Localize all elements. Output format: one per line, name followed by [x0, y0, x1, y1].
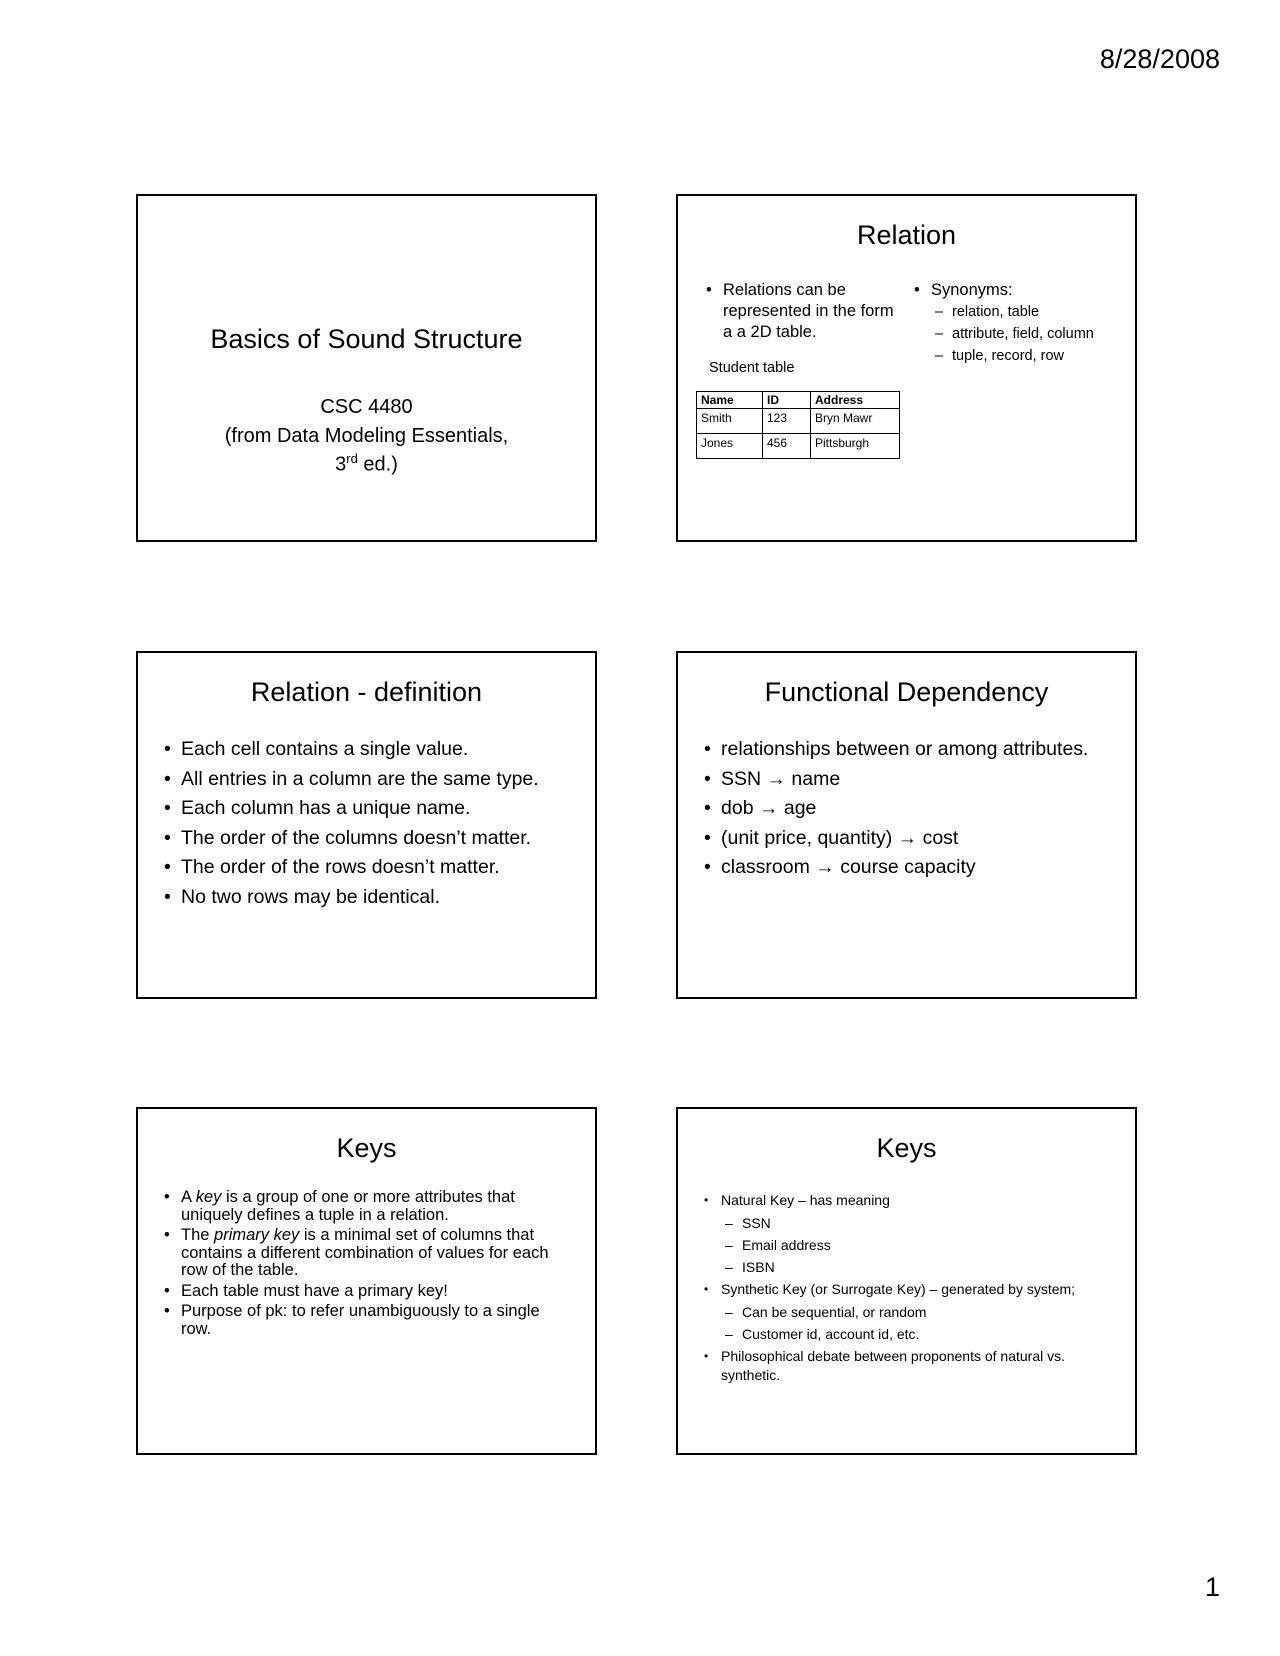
slide-title: Keys — [336, 1133, 397, 1163]
bullet-text: Each cell contains a single value. — [181, 738, 469, 760]
bullet-text: No two rows may be identical. — [181, 885, 441, 908]
edition-suffix: rd — [346, 451, 358, 466]
bullet-icon: • — [164, 856, 171, 878]
example-text: Customer id, account id, etc. — [742, 1326, 920, 1342]
bullet-text: Relations can be represented in the form a a 2D table. — [723, 281, 894, 341]
list-item — [164, 883, 585, 913]
slide-relation-definition — [136, 651, 597, 999]
bullet-text: All entries in a column are the same type. — [181, 767, 539, 790]
synonym-text: attribute, field, column — [952, 326, 1094, 342]
bullet-text: Philosophical debate between proponents of natural vs. synthetic. — [721, 1348, 1066, 1383]
list-item — [164, 824, 585, 854]
bullet-text: dob → age — [721, 797, 817, 819]
dash-icon: – — [725, 1215, 733, 1231]
synonyms-block — [914, 280, 1129, 367]
column-header: Name — [697, 392, 763, 409]
list-item — [935, 301, 1129, 323]
list-item — [164, 735, 585, 765]
bullet-text: The — [181, 1226, 215, 1244]
table-row — [697, 409, 900, 434]
list-item — [164, 1303, 573, 1338]
list-item — [704, 735, 1125, 765]
table-cell: Bryn Mawr — [811, 409, 900, 434]
list-item — [935, 345, 1129, 367]
table-cell: Pittsburgh — [811, 434, 900, 459]
synonym-text: tuple, record, row — [952, 348, 1065, 364]
bullet-icon: • — [704, 826, 711, 849]
course-code: CSC 4480 — [320, 396, 413, 418]
dash-icon: – — [725, 1237, 733, 1253]
example-text: Email address — [742, 1237, 831, 1253]
synonym-list — [935, 301, 1129, 367]
bullet-icon: • — [704, 856, 711, 878]
list-item — [704, 1347, 1123, 1385]
list-item — [725, 1301, 1123, 1323]
bullet-icon: • — [164, 767, 171, 790]
student-table — [696, 391, 900, 459]
list-item — [704, 824, 1125, 854]
slide-title: Functional Dependency — [764, 677, 1049, 707]
list-item — [725, 1323, 1123, 1345]
bullet-text: is a minimal set of columns that contains a different combination of values for each row of the table. — [181, 1226, 549, 1279]
edition-number: 3 — [335, 453, 347, 476]
dash-icon: – — [725, 1259, 733, 1275]
list-item — [725, 1256, 1123, 1278]
list-item — [164, 1227, 573, 1280]
synthetic-key-examples — [725, 1301, 1123, 1345]
table-header-row — [697, 392, 900, 409]
bullet-icon: • — [164, 1188, 170, 1206]
page-date: 8/28/2008 — [1099, 44, 1220, 74]
natural-key-examples — [725, 1212, 1123, 1278]
bullet-icon: • — [164, 885, 171, 908]
slide-title: Keys — [876, 1133, 937, 1163]
bullet-icon: • — [164, 797, 171, 819]
bullet-text: Synthetic Key (or Surrogate Key) – generated by system; — [721, 1281, 1076, 1297]
bullet-text: (unit price, quantity) → cost — [721, 826, 959, 849]
bullet-text: The order of the columns doesn’t matter. — [181, 826, 532, 849]
bullet-icon: • — [704, 767, 711, 790]
bullet-text: classroom → course capacity — [721, 856, 976, 878]
list-item — [725, 1212, 1123, 1234]
example-text: Can be sequential, or random — [742, 1304, 927, 1320]
bullet-text: Natural Key – has meaning — [721, 1192, 890, 1208]
bullet-list — [704, 1191, 1123, 1387]
edition-rest: ed.) — [357, 453, 398, 476]
bullet-icon: • — [164, 1281, 170, 1300]
bullet-text: Each table must have a primary key! — [181, 1281, 448, 1300]
bullet-icon: • — [704, 1282, 709, 1296]
list-item — [164, 794, 585, 824]
slide-title-card — [136, 194, 597, 542]
table-cell: 123 — [763, 409, 811, 434]
bullet-text: Purpose of pk: to refer unambiguously to a single row. — [181, 1302, 540, 1338]
bullet-list — [164, 735, 585, 912]
bullet-icon: • — [164, 738, 171, 760]
list-item — [914, 280, 1129, 367]
bullet-text: Synonyms: — [931, 281, 1013, 299]
dash-icon: – — [935, 304, 944, 320]
slide-keys-definition — [136, 1107, 597, 1455]
list-item — [704, 1280, 1123, 1345]
dash-icon: – — [725, 1326, 733, 1342]
synonym-text: relation, table — [952, 304, 1040, 320]
column-header: Address — [811, 392, 900, 409]
bullet-icon: • — [704, 738, 711, 760]
bullet-list — [914, 280, 1129, 367]
bullet-text: relationships between or among attributes. — [721, 738, 1089, 760]
bullet-icon: • — [164, 1302, 170, 1320]
emphasis-term: primary key — [214, 1226, 300, 1244]
table-cell: 456 — [763, 434, 811, 459]
bullet-icon: • — [704, 1349, 709, 1363]
bullet-list — [704, 735, 1125, 883]
list-item — [704, 1191, 1123, 1278]
list-item — [935, 323, 1129, 345]
example-text: SSN — [742, 1215, 771, 1231]
bullet-list — [164, 1189, 573, 1341]
bullet-text: The order of the rows doesn’t matter. — [181, 856, 500, 878]
list-item — [704, 794, 1125, 824]
table-cell: Jones — [697, 434, 763, 459]
table-cell: Smith — [697, 409, 763, 434]
slide-functional-dependency — [676, 651, 1137, 999]
page-number: 1 — [1204, 1572, 1220, 1602]
source-line: (from Data Modeling Essentials, — [224, 425, 509, 447]
list-item — [704, 765, 1125, 795]
bullet-icon: • — [164, 1226, 170, 1244]
dash-icon: – — [935, 326, 944, 342]
dash-icon: – — [935, 348, 944, 364]
list-item — [164, 765, 585, 795]
list-item — [706, 280, 896, 343]
table-row — [697, 434, 900, 459]
slide-keys-types — [676, 1107, 1137, 1455]
bullet-list — [706, 280, 896, 343]
bullet-text: Each column has a unique name. — [181, 797, 471, 819]
bullet-icon: • — [704, 797, 711, 819]
bullet-text: is a group of one or more attributes that uniquely defines a tuple in a relation. — [181, 1188, 515, 1224]
column-header: ID — [763, 392, 811, 409]
slide-title: Relation — [856, 220, 957, 250]
list-item — [164, 1283, 573, 1301]
bullet-text: A — [181, 1188, 196, 1206]
bullet-icon: • — [706, 281, 712, 299]
slide-title: Relation - definition — [250, 677, 483, 707]
slide-title: Basics of Sound Structure — [210, 324, 523, 354]
emphasis-term: key — [195, 1188, 222, 1206]
slide-relation — [676, 194, 1137, 542]
bullet-icon: • — [164, 826, 171, 849]
example-text: ISBN — [742, 1259, 775, 1275]
edition-line — [138, 451, 595, 477]
bullet-icon: • — [704, 1193, 709, 1207]
list-item — [725, 1234, 1123, 1256]
dash-icon: – — [725, 1304, 733, 1320]
bullet-icon: • — [914, 281, 920, 299]
table-caption: Student table — [709, 360, 795, 376]
list-item — [704, 853, 1125, 883]
bullet-text: SSN → name — [721, 767, 841, 790]
list-item — [164, 1189, 573, 1224]
list-item — [164, 853, 585, 883]
